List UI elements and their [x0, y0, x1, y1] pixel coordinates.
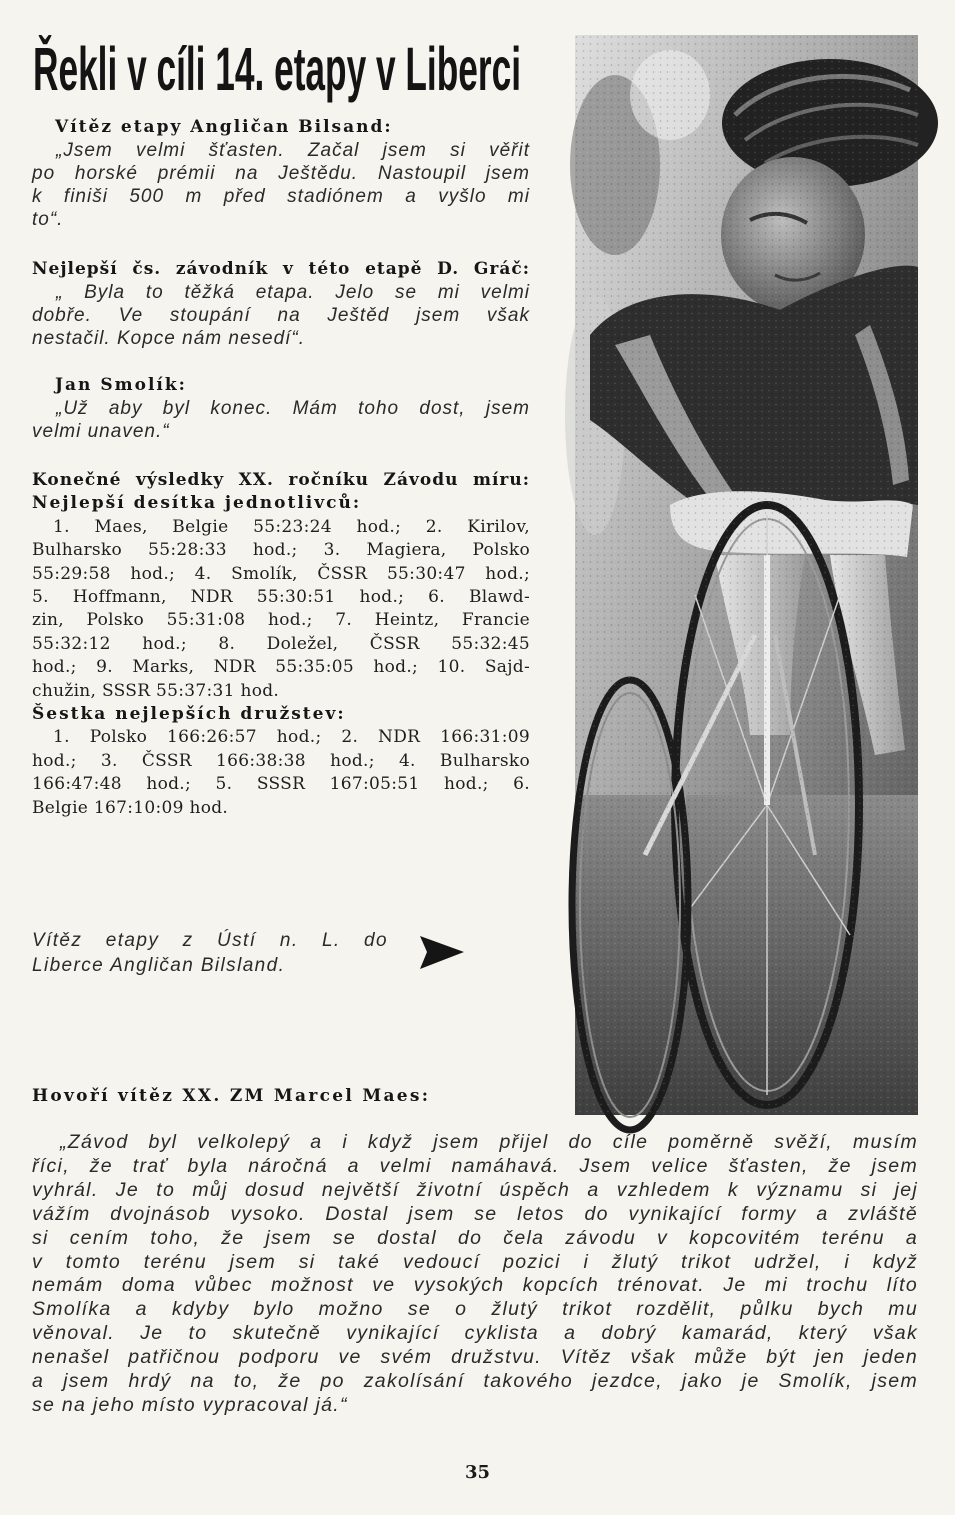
- quote-line: nestačil. Kopce nám nesedí“.: [32, 328, 306, 349]
- quote-line: velmi unaven.“: [32, 421, 170, 442]
- paragraph-line: v tomto terénu jsem si také vedoucí pozici i žlutý trikot udržel, i když: [32, 1250, 918, 1273]
- paragraph-line: nenašel patřičnou podporu ve svém družstvu. Vítěz však může být jen jeden: [32, 1346, 918, 1369]
- paragraph-line: říci, že trať byla náročná a velmi namáhavá. Jsem velice šťasten, že jsem: [32, 1154, 918, 1177]
- photo-caption: [32, 928, 388, 978]
- headline-text: Řekli v cíli 14. etapy v Liberci: [33, 35, 521, 103]
- results-line: 166:47:48 hod.; 5. SSSR 167:05:51 hod.; 6.: [32, 774, 530, 795]
- paragraph-line: „Závod byl velkolepý a i když jsem přijel do cíle poměrně svěží, musím: [60, 1131, 918, 1153]
- final-results: [32, 469, 530, 820]
- arrow-right-icon: [420, 935, 464, 971]
- winner-interview: [32, 1131, 918, 1418]
- results-line: chužin, SSSR 55:37:31 hod.: [32, 680, 280, 701]
- quote-line: k finiši 500 m před stadiónem a vyšlo mi: [32, 186, 530, 207]
- interview-smolik: [32, 374, 530, 443]
- photo-grain: [575, 35, 918, 1115]
- results-heading: Konečné výsledky XX. ročníku Závodu míru:: [32, 470, 530, 490]
- winner-interview-heading: Hovoří vítěz XX. ZM Marcel Maes:: [32, 1086, 431, 1106]
- results-line: 55:29:58 hod.; 4. Smolík, ČSSR 55:30:47 hod.;: [32, 563, 530, 584]
- results-line: 5. Hoffmann, NDR 55:30:51 hod.; 6. Blawd-: [32, 587, 530, 608]
- page-number: 35: [464, 1462, 491, 1483]
- results-line: 55:32:12 hod.; 8. Doležel, ČSSR 55:32:45: [32, 633, 530, 654]
- quote-line: „Jsem velmi šťasten. Začal jsem si věřit: [56, 140, 530, 161]
- results-line: zin, Polsko 55:31:08 hod.; 7. Heintz, Francie: [32, 610, 530, 631]
- individual-results-heading: Nejlepší desítka jednotlivců:: [32, 493, 362, 514]
- quote-line: dobře. Ve stoupání na Ještěd jsem však: [32, 305, 530, 326]
- results-line: 1. Maes, Belgie 55:23:24 hod.; 2. Kirilov,: [53, 516, 530, 537]
- paragraph-line: vážím dvojnásob vysoko. Dostal jsem se letos do vynikající formy a zvláště: [32, 1202, 918, 1225]
- quote-line: „ Byla to těžká etapa. Jelo se mi velmi: [56, 282, 530, 303]
- cyclist-photo: [575, 35, 918, 1115]
- results-line: hod.; 9. Marks, NDR 55:35:05 hod.; 10. Sajd-: [32, 657, 530, 678]
- speaker-heading: Nejlepší čs. závodník v této etapě D. Gráč:: [32, 259, 530, 279]
- caption-line: Vítěz etapy z Ústí n. L. do: [32, 930, 388, 951]
- paragraph-line: věnoval. Je to skutečně vynikající cyklista a dobrý kamarád, který však: [32, 1322, 918, 1345]
- paragraph-line: nemám doma vůbec možnost ve vysokých kopcích trénovat. Je mi trochu líto: [32, 1274, 918, 1297]
- quote-line: po horské prémii na Ještědu. Nastoupil jsem: [32, 163, 530, 184]
- paragraph-line: a jsem hrdý na to, že po zakolísání takového jezdce, jako je Smolík, jsem: [32, 1370, 918, 1393]
- caption-line: Liberce Angličan Bilsland.: [32, 955, 286, 976]
- interview-stage-winner: [32, 116, 530, 231]
- quote-line: „Už aby byl konec. Mám toho dost, jsem: [56, 398, 530, 419]
- quote-line: to“.: [32, 209, 64, 230]
- headline: [32, 28, 527, 103]
- results-line: Bulharsko 55:28:33 hod.; 3. Magiera, Polsko: [32, 540, 530, 561]
- speaker-heading: Jan Smolík:: [55, 375, 187, 395]
- paragraph-line: si cením toho, že jsem se dostal do čela závodu v kopcovitém terénu a: [32, 1226, 918, 1249]
- paragraph-line: Smolíka a kdyby bylo možno se o žlutý trikot rozdělit, půlku bych mu: [32, 1298, 918, 1321]
- team-results-heading: Šestka nejlepších družstev:: [32, 704, 346, 725]
- interview-best-czechoslovak: [32, 258, 530, 350]
- results-line: hod.; 3. ČSSR 166:38:38 hod.; 4. Bulharsko: [32, 750, 530, 771]
- paragraph-line: se na jeho místo vypracoval já.“: [32, 1393, 348, 1416]
- results-line: Belgie 167:10:09 hod.: [32, 797, 229, 818]
- results-line: 1. Polsko 166:26:57 hod.; 2. NDR 166:31:09: [53, 727, 530, 748]
- speaker-heading: Vítěz etapy Angličan Bilsand:: [55, 117, 393, 137]
- paragraph-line: vyhrál. Je to můj dosud největší životní úspěch a vzhledem k významu si jej: [32, 1178, 918, 1201]
